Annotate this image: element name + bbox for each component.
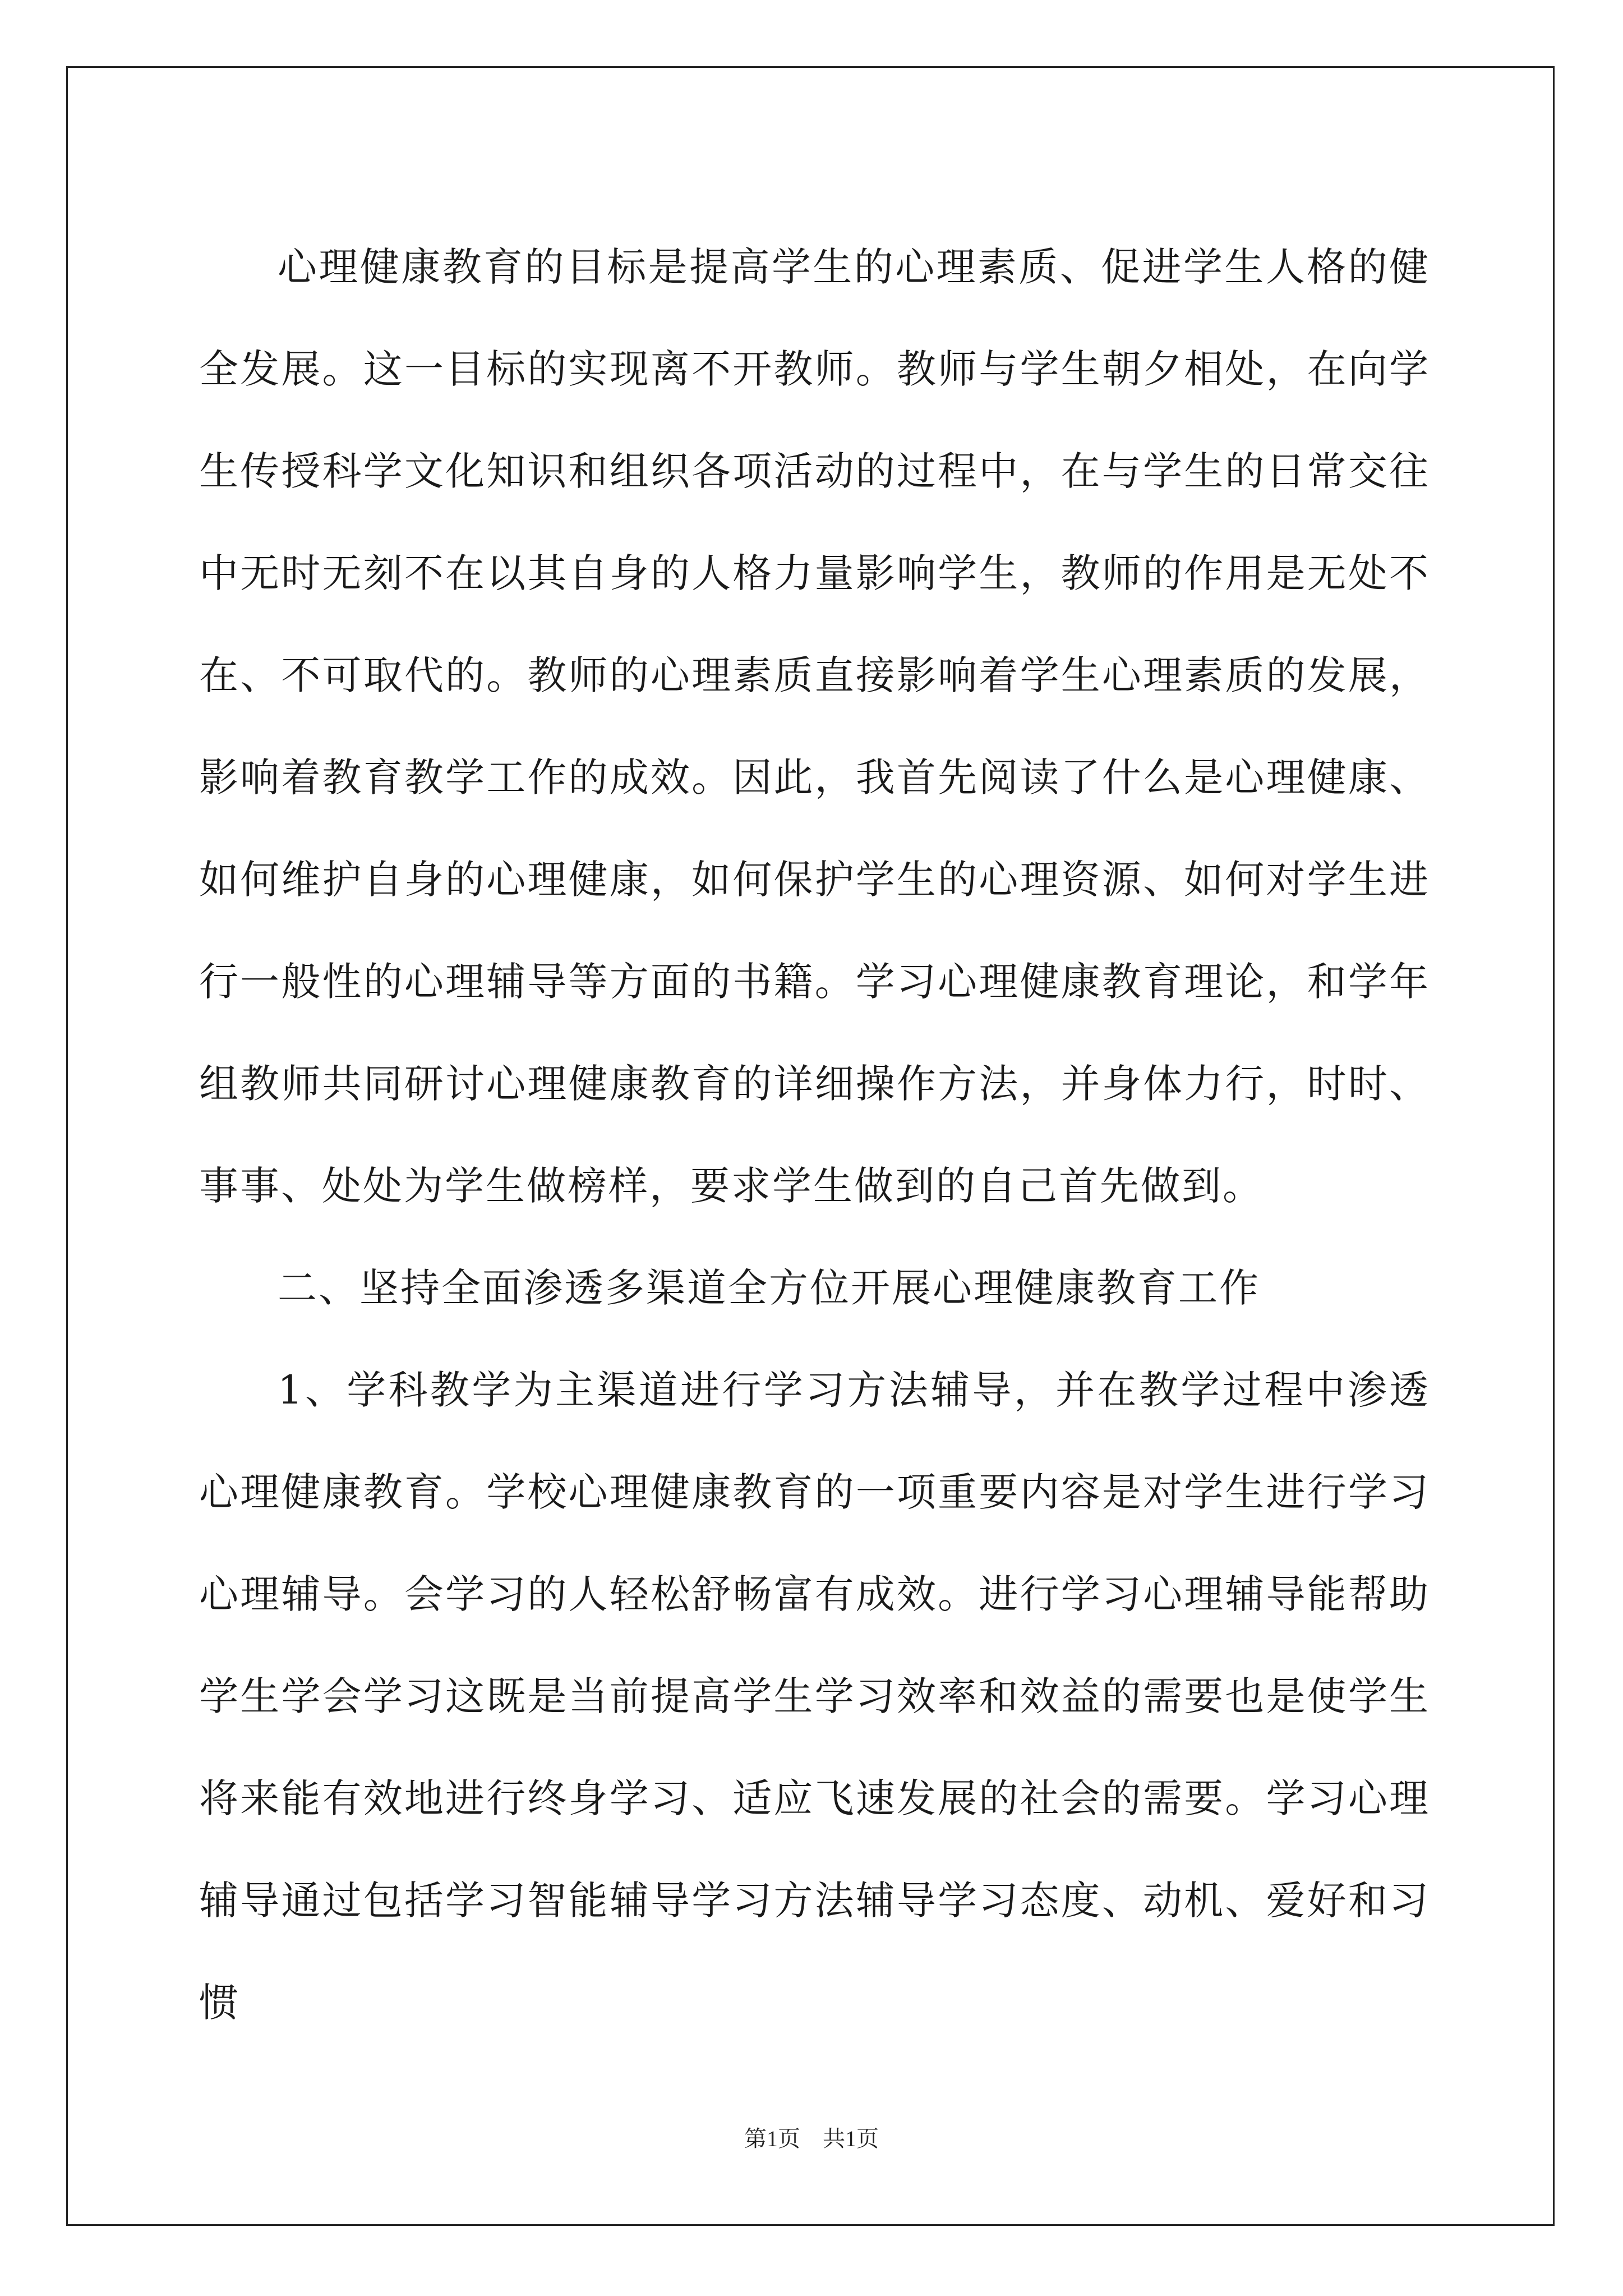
paragraph-subject-teaching: 1、学科教学为主渠道进行学习方法辅导，并在教学过程中渗透心理健康教育。学校心理健康教育的一项重要内容是对学生进行学习心理辅导。会学习的人轻松舒畅富有成效。进行学习心理辅导能帮助学生学会学习这既是当前提高学生学习效率和效益的需要也是使学生将来能有效地进行终身学习、适应飞速发展的社会的需要。学习心理辅导通过包括学习智能辅导学习方法辅导学习态度、动机、爱好和习惯 (199, 1367, 1430, 2026)
paragraph-teacher-role: 心理健康教育的目标是提高学生的心理素质、促进学生人格的健全发展。这一目标的实现离不开教师。教师与学生朝夕相处，在向学生传授科学文化知识和组织各项活动的过程中，在与学生的日常交往中无时无刻不在以其自身的人格力量影响学生，教师的作用是无处不在、不可取代的。教师的心理素质直接影响着学生心理素质的发展，影响着教育教学工作的成效。因此，我首先阅读了什么是心理健康、如何维护自身的心理健康，如何保护学生的心理资源、如何对学生进行一般性的心理辅导等方面的书籍。学习心理健康教育理论，和学年组教师共同研讨心理健康教育的详细操作方法，并身体力行，时时、事事、处处为学生做榜样，要求学生做到的自己首先做到。 (199, 244, 1430, 1209)
page-footer: 第1页 共1页 (744, 2126, 879, 2151)
document-body (199, 216, 1430, 2054)
section-heading-2: 二、坚持全面渗透多渠道全方位开展心理健康教育工作 (278, 1265, 1260, 1311)
